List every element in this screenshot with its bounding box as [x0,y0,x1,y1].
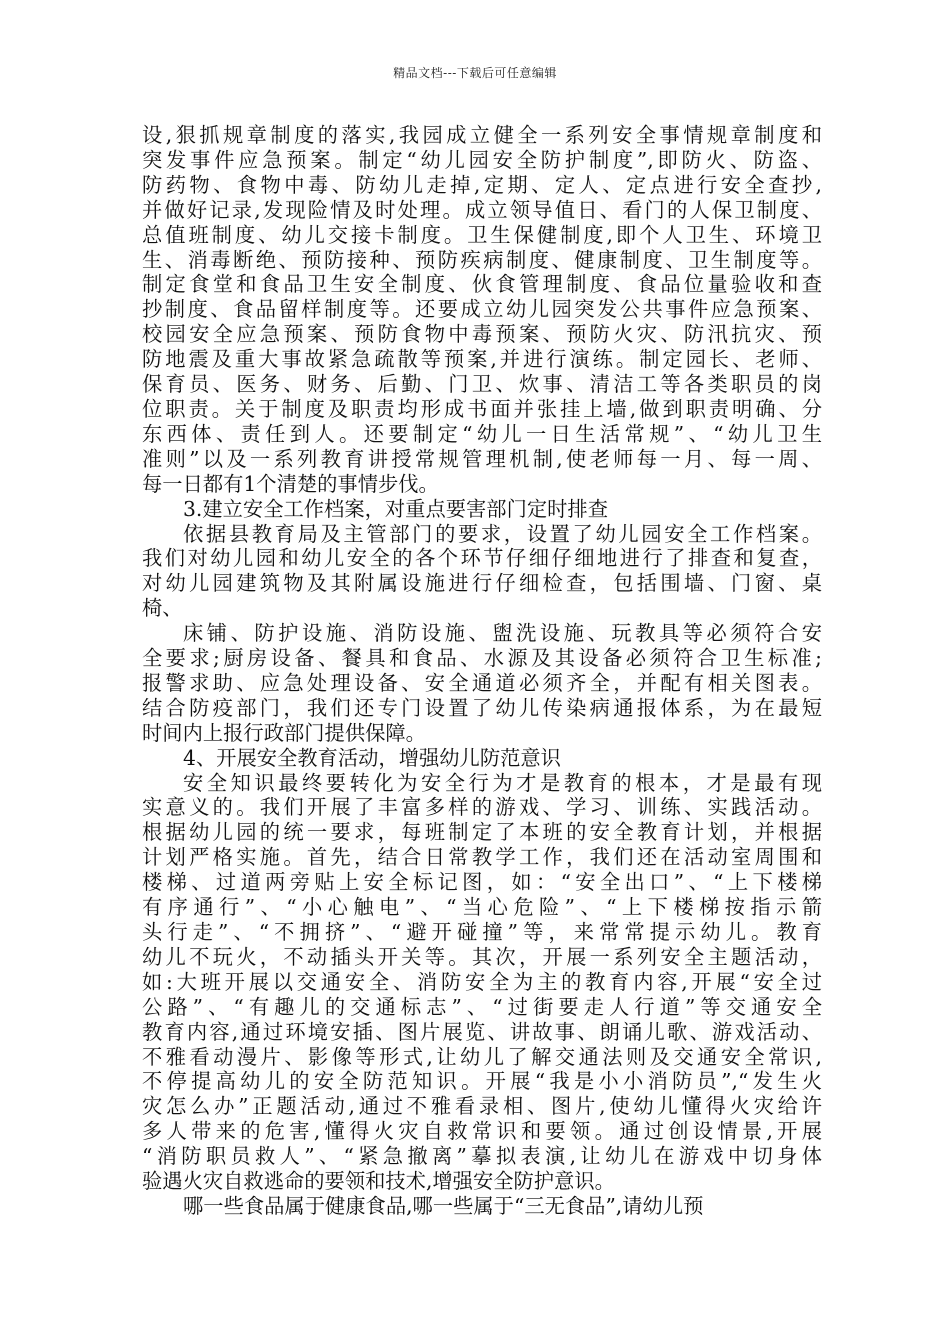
text-line: 结合防疫部门，我们还专门设置了幼儿传染病通报体系，为在最短 [142,695,822,720]
text-line: 公路”、“有趣儿的交通标志”、“过街要走人行道”等交通安全 [142,994,822,1019]
section-heading: 3.建立安全工作档案，对重点要害部门定时排查 [183,496,608,521]
text-line: 床铺、防护设施、消防设施、盥洗设施、玩教具等必须符合安 [183,621,822,646]
text-line: 我们对幼儿园和幼儿安全的各个环节仔细仔细地进行了排查和复查， [142,546,822,571]
text-line: 对幼儿园建筑物及其附属设施进行仔细检查，包括围墙、门窗、桌 [142,571,822,596]
text-line: 安全知识最终要转化为安全行为才是教育的根本，才是最有现 [183,770,822,795]
document-body [142,123,822,1219]
text-line: 校园安全应急预案、预防食物中毒预案、预防火灾、防汛抗灾、预 [142,322,822,347]
text-line: 教育内容,通过环境安插、图片展览、讲故事、朗诵儿歌、游戏活动、 [142,1019,822,1044]
text-line: 不停提高幼儿的安全防范知识。开展“我是小小消防员”,“发生火 [142,1069,822,1094]
text-line: 每一日都有1个清楚的事情步伐。 [142,471,439,496]
text-line: 如:大班开展以交通安全、消防安全为主的教育内容,开展“安全过 [142,969,822,994]
text-line: 灾怎么办”正题活动,通过不雅看录相、图片,使幼儿懂得火灾给许 [142,1094,822,1119]
text-line: 抄制度、食品留样制度等。还要成立幼儿园突发公共事件应急预案、 [142,297,822,322]
text-line: 准则”以及一系列教育讲授常规管理机制,使老师每一月、每一周、 [142,446,822,471]
text-line: 设,狠抓规章制度的落实,我园成立健全一系列安全事情规章制度和 [142,123,822,147]
text-line: 生、消毒断绝、预防接种、预防疾病制度、健康制度、卫生制度等。 [142,247,822,272]
text-line: 全要求;厨房设备、餐具和食品、水源及其设备必须符合卫生标准; [142,646,822,671]
text-line: 根据幼儿园的统一要求，每班制定了本班的安全教育计划，并根据 [142,820,822,845]
text-line: 制定食堂和食品卫生安全制度、伙食管理制度、食品位量验收和查 [142,272,822,297]
text-line: 计划严格实施。首先，结合日常教学工作，我们还在活动室周围和 [142,845,822,870]
text-line: 验遇火灾自救逃命的要领和技术,增强安全防护意识。 [142,1169,615,1194]
text-line: 东西体、责任到人。还要制定“幼儿一日生活常规”、“幼儿卫生 [142,421,822,446]
text-line: 位职责。关于制度及职责均形成书面并张挂上墙,做到职责明确、分 [142,396,822,421]
text-line: 防药物、食物中毒、防幼儿走掉,定期、定人、定点进行安全查抄, [142,172,822,197]
text-line: 时间内上报行政部门提供保障。 [142,720,426,745]
text-line: 报警求助、应急处理设备、安全通道必须齐全，并配有相关图表。 [142,670,822,695]
text-line: 头行走”、“不拥挤”、“避开碰撞”等，来常常提示幼儿。教育 [142,920,822,944]
text-line: 幼儿不玩火，不动插头开关等。其次，开展一系列安全主题活动， [142,944,822,969]
text-line: 防地震及重大事故紧急疏散等预案,并进行演练。制定园长、老师、 [142,347,822,372]
text-line: 突发事件应急预案。制定“幼儿园安全防护制度”,即防火、防盗、 [142,147,822,172]
text-line: 保育员、医务、财务、后勤、门卫、炊事、清洁工等各类职员的岗 [142,372,822,397]
text-line: 实意义的。我们开展了丰富多样的游戏、学习、训练、实践活动。 [142,795,822,820]
section-heading: 4、开展安全教育活动，增强幼儿防范意识 [183,745,561,770]
text-line: 多人带来的危害,懂得火灾自救常识和要领。通过创设情景,开展 [142,1119,822,1144]
text-line: “消防职员救人”、“紧急撤离”摹拟表演,让幼儿在游戏中切身体 [142,1144,822,1169]
text-line: 椅、 [142,596,183,621]
text-line: 依据县教育局及主管部门的要求，设置了幼儿园安全工作档案。 [183,521,822,546]
text-line: 总值班制度、幼儿交接卡制度。卫生保健制度,即个人卫生、环境卫 [142,222,822,247]
page-header: 精品文档---下载后可任意编辑 [393,66,557,80]
text-line: 楼梯、过道两旁贴上安全标记图，如：“安全出口”、“上下楼梯 [142,870,822,895]
text-line: 并做好记录,发现险情及时处理。成立领导值日、看门的人保卫制度、 [142,197,822,222]
text-line: 不雅看动漫片、影像等形式,让幼儿了解交通法则及交通安全常识, [142,1044,822,1069]
text-line: 有序通行”、“小心触电”、“当心危险”、“上下楼梯按指示箭 [142,895,822,920]
text-line: 哪一些食品属于健康食品,哪一些属于“三无食品”,请幼儿预 [183,1193,704,1218]
